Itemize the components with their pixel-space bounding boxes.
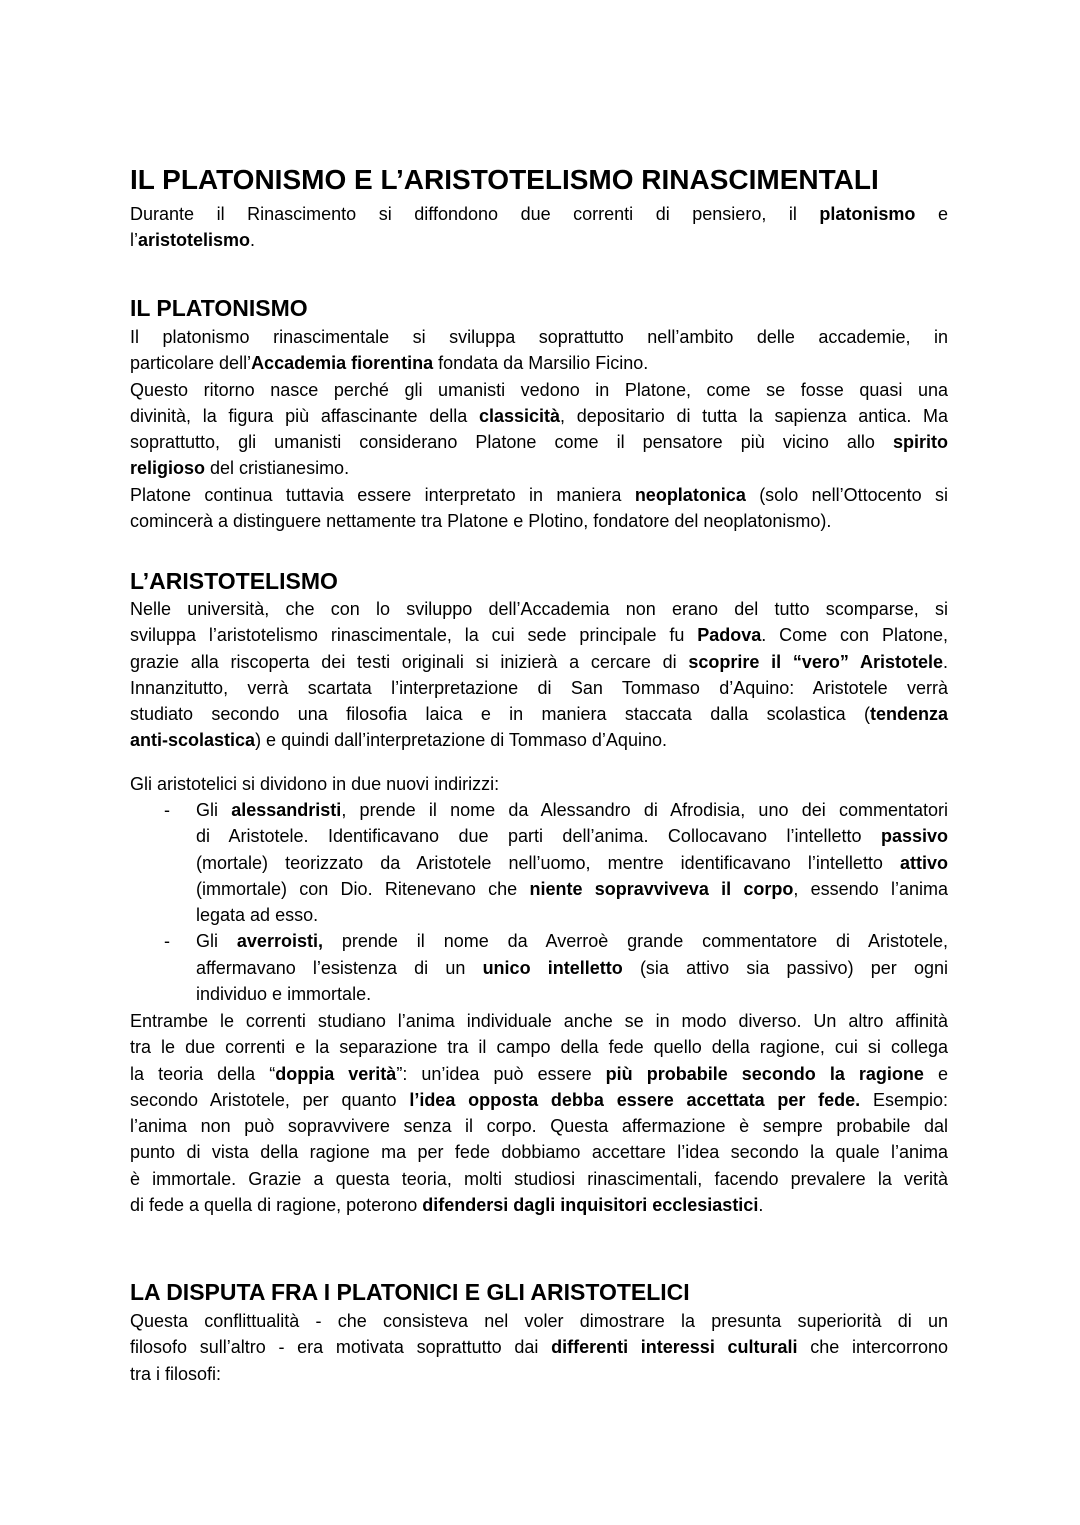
text-run: divinità, la figura più affascinante della	[130, 405, 479, 426]
text-line	[130, 455, 948, 481]
text-line	[196, 850, 948, 876]
text-run: l’	[130, 230, 138, 251]
section-heading-disputa: LA DISPUTA FRA I PLATONICI E GLI ARISTOTELICI	[130, 1279, 690, 1305]
text-run: che intercorrono	[797, 1337, 949, 1358]
text-line	[130, 1034, 948, 1060]
bold-text: niente sopravviveva il corpo	[529, 878, 794, 899]
text-line	[130, 1308, 948, 1334]
list-item-text	[196, 797, 948, 928]
text-run: Questa conflittualità - che consisteva nel voler dimostrare la presunta superiorità di un	[130, 1311, 948, 1331]
list-item	[130, 797, 948, 928]
text-line	[130, 675, 948, 701]
text-run: Platone continua tuttavia essere interpretato in maniera	[130, 484, 635, 505]
text-run: filosofo sull’altro - era motivata soprattutto dai	[130, 1337, 552, 1358]
text-line	[130, 727, 948, 753]
text-line	[130, 324, 948, 350]
bold-text: l’idea opposta debba essere accettata per fede.	[409, 1089, 861, 1110]
text-run: soprattutto, gli umanisti considerano Platone come il pensatore più vicino allo	[130, 432, 893, 453]
dash-bullet-icon: -	[164, 931, 170, 952]
text-run: particolare dell’	[130, 353, 252, 374]
text-line	[196, 902, 948, 928]
text-line	[130, 701, 948, 727]
text-run: sviluppa l’aristotelismo rinascimentale, la cui sede principale fu	[130, 625, 698, 646]
bold-text: scoprire il “vero” Aristotele	[688, 651, 943, 672]
list-item-text	[196, 928, 948, 1007]
text-run: (immortale) con Dio. Ritenevano che	[196, 878, 530, 899]
text-run: Gli	[196, 931, 237, 952]
bold-text: aristotelismo	[138, 230, 251, 251]
text-run: Gli	[196, 800, 232, 820]
text-run: Questo ritorno nasce perché gli umanisti vedono in Platone, come se fosse quasi una	[130, 379, 948, 400]
text-line	[130, 403, 948, 429]
paragraph	[130, 771, 948, 797]
text-run: Nelle università, che con lo sviluppo dell’Accademia non erano del tutto scomparse, si	[130, 599, 948, 619]
text-run: Entrambe le correnti studiano l’anima individuale anche se in modo diverso. Un altro affinità	[130, 1011, 948, 1031]
text-line	[130, 1166, 948, 1192]
text-line	[130, 1087, 948, 1113]
bullet-list	[130, 797, 948, 1007]
text-line	[130, 377, 948, 403]
text-run: comincerà a distinguere nettamente tra Platone e Plotino, fondatore del neoplatonismo).	[130, 511, 832, 532]
bold-text: unico intelletto	[482, 957, 623, 978]
bold-text: difendersi dagli inquisitori ecclesiastici	[422, 1195, 759, 1216]
document-title: IL PLATONISMO E L’ARISTOTELISMO RINASCIMENTALI	[130, 164, 879, 195]
bold-text: anti-scolastica	[130, 730, 256, 751]
text-run: legata ad esso.	[196, 905, 319, 926]
text-line	[130, 1334, 948, 1360]
text-run: tra le due correnti e la separazione tra il campo della fede quello della ragione, cui si collega	[130, 1037, 948, 1058]
text-line	[130, 1061, 948, 1087]
bold-text: doppia verità	[275, 1063, 397, 1084]
text-line	[130, 508, 948, 534]
text-run: di fede a quella di ragione, poterono	[130, 1195, 423, 1216]
text-line	[130, 227, 948, 253]
bold-text: spirito	[892, 432, 948, 453]
bold-text: differenti interessi culturali	[551, 1337, 798, 1358]
text-run: (sia attivo sia passivo) per ogni	[622, 957, 948, 978]
text-line	[130, 1113, 948, 1139]
text-run: l’anima non può sopravvivere senza il corpo. Questa affermazione è sempre probabile dal	[130, 1116, 948, 1137]
text-line	[130, 1008, 948, 1034]
text-line	[196, 797, 948, 823]
bold-text: platonismo	[819, 204, 916, 224]
section-heading-aristotelismo: L’ARISTOTELISMO	[130, 568, 338, 594]
paragraph	[130, 1008, 948, 1218]
text-run: fondata da Marsilio Ficino.	[433, 353, 649, 374]
text-run: .	[250, 230, 256, 251]
list-item	[130, 928, 948, 1007]
paragraph	[130, 324, 948, 534]
text-line	[130, 649, 948, 675]
text-line	[130, 429, 948, 455]
text-run: grazie alla riscoperta dei testi originali si inizierà a cercare di	[130, 651, 689, 672]
text-run: di Aristotele. Identificavano due parti dell’anima. Collocavano l’intelletto	[196, 826, 881, 847]
bold-text: neoplatonica	[634, 484, 746, 505]
text-run: e	[915, 204, 948, 224]
bold-text: tendenza	[869, 704, 948, 725]
bold-text: alessandristi	[231, 800, 342, 820]
text-line	[130, 201, 948, 227]
dash-bullet-icon: -	[164, 800, 170, 820]
text-run: tra i filosofi:	[130, 1363, 222, 1384]
text-line	[130, 1139, 948, 1165]
section-heading-platonismo: IL PLATONISMO	[130, 295, 308, 321]
paragraph	[130, 596, 948, 754]
text-line	[196, 955, 948, 981]
text-run: affermavano l’esistenza di un	[196, 957, 483, 978]
text-run: e	[923, 1063, 949, 1084]
text-run: ”: un’idea può essere	[396, 1063, 606, 1084]
text-run: è immortale. Grazie a questa teoria, molti studiosi rinascimentali, facendo prevalere la verità	[130, 1168, 948, 1189]
bold-text: Padova	[697, 625, 762, 646]
text-run: Innanzitutto, verrà scartata l’interpretazione di San Tommaso d’Aquino: Aristotele verrà	[130, 677, 948, 698]
text-line	[196, 928, 948, 954]
text-run: del cristianesimo.	[205, 458, 350, 479]
text-run: . Come con Platone,	[761, 625, 948, 646]
text-run: ) e quindi dall’interpretazione di Tommaso d’Aquino.	[255, 730, 667, 751]
text-run: prende il nome da Averroè grande commentatore di Aristotele,	[322, 931, 948, 952]
text-run: .	[758, 1195, 764, 1216]
paragraph	[130, 1308, 948, 1387]
text-run: (solo nell’Ottocento si	[745, 484, 948, 505]
text-line	[130, 482, 948, 508]
text-run: Esempio:	[860, 1089, 949, 1110]
bold-text: religioso	[130, 458, 206, 479]
paragraph	[130, 201, 948, 254]
text-line	[130, 596, 948, 622]
text-run: secondo Aristotele, per quanto	[130, 1089, 410, 1110]
text-run: studiato secondo una filosofia laica e in maniera staccata dalla scolastica (	[130, 704, 870, 725]
text-run: , depositario di tutta la sapienza antica. Ma	[560, 405, 949, 426]
text-run: (mortale) teorizzato da Aristotele nell’uomo, mentre identificavano l’intelletto	[196, 852, 900, 873]
bold-text: Accademia fiorentina	[251, 353, 434, 374]
text-line	[130, 1192, 948, 1218]
bold-text: più probabile secondo la ragione	[605, 1063, 924, 1084]
text-line	[196, 876, 948, 902]
bold-text: passivo	[880, 826, 948, 847]
text-line	[130, 1361, 948, 1387]
bold-text: classicità	[478, 405, 561, 426]
text-run: la teoria della “	[130, 1063, 276, 1084]
text-run: , prende il nome da Alessandro di Afrodisia, uno dei commentatori	[341, 800, 949, 820]
text-line	[130, 350, 948, 376]
text-run: Il platonismo rinascimentale si sviluppa soprattutto nell’ambito delle accademie, in	[130, 327, 948, 347]
text-line	[196, 823, 948, 849]
text-line	[130, 622, 948, 648]
text-run: punto di vista della ragione ma per fede dobbiamo accettare l’idea secondo la quale l’anima	[130, 1142, 948, 1163]
text-run: individuo e immortale.	[196, 984, 372, 1005]
bold-text: attivo	[899, 852, 948, 873]
text-line	[130, 771, 948, 797]
text-run: , essendo l’anima	[793, 878, 948, 899]
bold-text: averroisti,	[236, 931, 323, 952]
text-run: Gli aristotelici si dividono in due nuovi indirizzi:	[130, 774, 500, 794]
text-line	[196, 981, 948, 1007]
text-run: Durante il Rinascimento si diffondono due correnti di pensiero, il	[130, 204, 820, 224]
text-run: .	[942, 651, 948, 672]
